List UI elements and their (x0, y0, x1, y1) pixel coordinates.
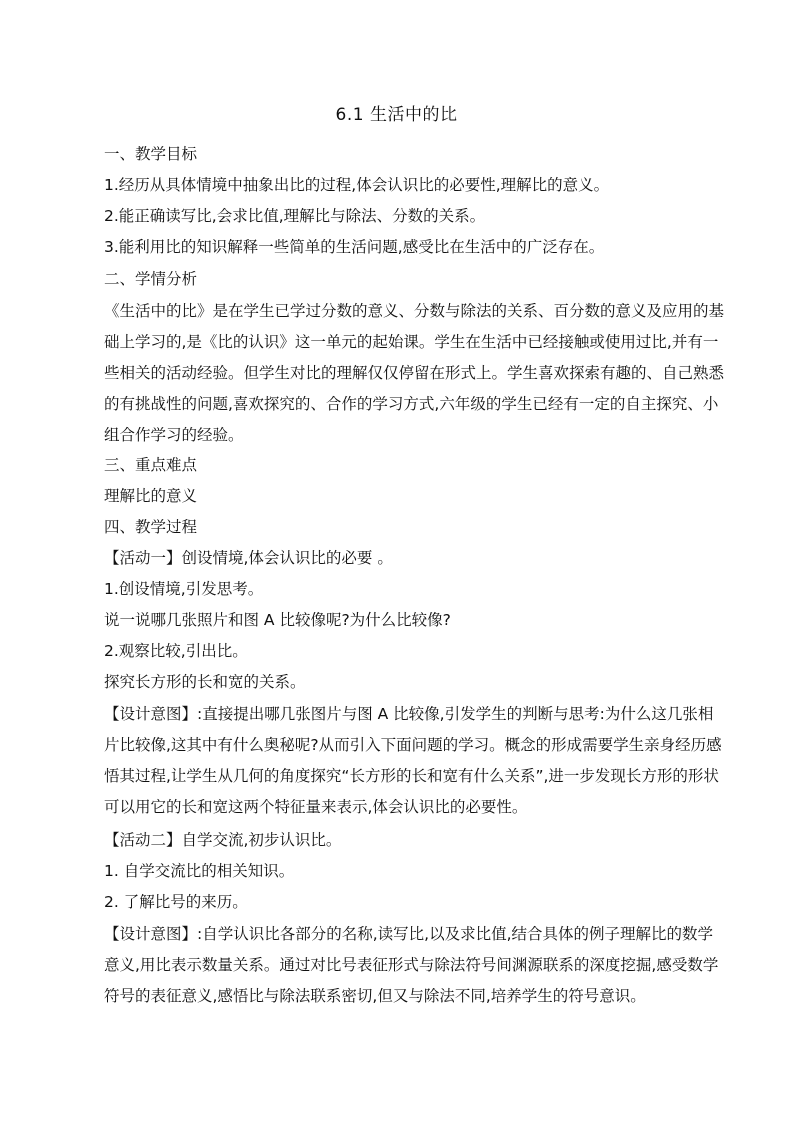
activity-2-heading: 【活动二】自学交流,初步认识比。 (104, 831, 342, 849)
section-heading-process: 四、教学过程 (104, 518, 198, 536)
analysis-paragraph: 《生活中的比》是在学生已学过分数的意义、分数与除法的关系、百分数的意义及应用的基础上学习的,是《比的认识》这一单元的起始课。学生在生活中已经接触或使用过比,并有一些相关的活动经验。但学生对比的理解仅仅停留在形式上。学生喜欢探索有趣的、自己熟悉的有挑战性的问题,喜欢探究的、合作的学习方式,六年级的学生已经有一定的自主探究、小组合作学习的经验。 (104, 302, 725, 444)
activity-2-step-2: 2. 了解比号的来历。 (104, 893, 248, 911)
activity-1-step-2-text: 探究长方形的长和宽的关系。 (104, 673, 306, 691)
section-heading-objectives: 一、教学目标 (104, 145, 198, 163)
objective-item-2: 2.能正确读写比,会求比值,理解比与除法、分数的关系。 (104, 207, 486, 225)
activity-1-step-1-text: 说一说哪几张照片和图 A 比较像呢?为什么比较像? (104, 611, 451, 629)
design-intent-1: 【设计意图】:直接提出哪几张图片与图 A 比较像,引发学生的判断与思考:为什么这几张相片比较像,这其中有什么奥秘呢?从而引入下面问题的学习。概念的形成需要学生亲身经历感悟其过程,让学生从几何的角度探究“长方形的长和宽有什么关系”,进一步发现长方形的形状可以用它的长和宽这两个特征量来表示,体会认识比的必要性。 (104, 705, 722, 816)
section-heading-key-points: 三、重点难点 (104, 456, 198, 474)
design-intent-2: 【设计意图】:自学认识比各部分的名称,读写比,以及求比值,结合具体的例子理解比的数学意义,用比表示数量关系。通过对比号表征形式与除法符号间渊源联系的深度挖掘,感受数学符号的表征意义,感悟比与除法联系密切,但又与除法不同,培养学生的符号意识。 (104, 925, 719, 1005)
section-heading-analysis: 二、学情分析 (104, 270, 198, 288)
activity-2-step-1: 1. 自学交流比的相关知识。 (104, 862, 295, 880)
key-points-text: 理解比的意义 (104, 487, 198, 505)
activity-1-step-2: 2.观察比较,引出比。 (104, 642, 248, 660)
activity-1-heading: 【活动一】创设情境,体会认识比的必要 。 (104, 549, 393, 567)
objective-item-1: 1.经历从具体情境中抽象出比的过程,体会认识比的必要性,理解比的意义。 (104, 176, 610, 194)
document-title: 6.1 生活中的比 (335, 105, 458, 125)
activity-1-step-1: 1.创设情境,引发思考。 (104, 580, 264, 598)
objective-item-3: 3.能利用比的知识解释一些简单的生活问题,感受比在生活中的广泛存在。 (104, 238, 605, 256)
